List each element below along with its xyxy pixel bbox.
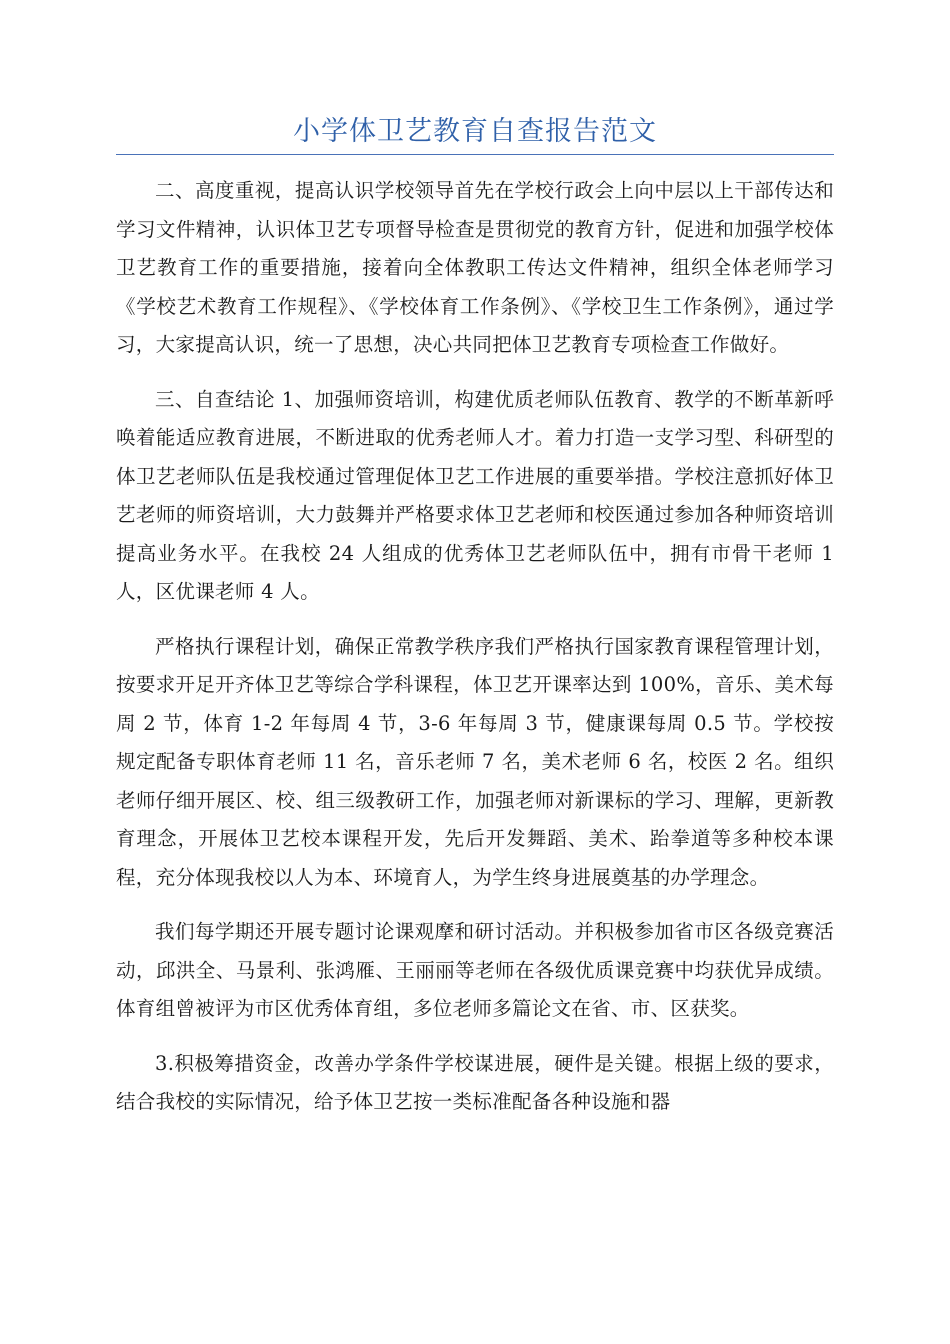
paragraph-5: 3.积极筹措资金，改善办学条件学校谋进展，硬件是关键。根据上级的要求，结合我校的实际情况，给予体卫艺按一类标准配备各种设施和器: [116, 1051, 834, 1113]
document-body: [116, 172, 834, 1138]
title-underline: [116, 154, 834, 155]
paragraph-3: 严格执行课程计划，确保正常教学秩序我们严格执行国家教育课程管理计划，按要求开足开齐体卫艺等综合学科课程，体卫艺开课率达到 100%，音乐、美术每周 2 节，体育 1-2 年每周 4 节，3-6 年每周 3 节，健康课每周 0.5 节。学校按规定配备专职体育老师 11 名，音乐老师 7 名，美术老师 6 名，校医 2 名。组织老师仔细开展区、校、组三级教研工作，加强老师对新课标的学习、理解，更新教育理念，开展体卫艺校本课程开发，先后开发舞蹈、美术、跆拳道等多种校本课程，充分体现我校以人为本、环境育人，为学生终身进展奠基的办学理念。: [116, 634, 834, 889]
document-title: 小学体卫艺教育自查报告范文: [293, 116, 657, 147]
paragraph-2: 三、自查结论 1、加强师资培训，构建优质老师队伍教育、教学的不断革新呼唤着能适应教育进展，不断进取的优秀老师人才。着力打造一支学习型、科研型的体卫艺老师队伍是我校通过管理促体卫艺工作进展的重要举措。学校注意抓好体卫艺老师的师资培训，大力鼓舞并严格要求体卫艺老师和校医通过参加各种师资培训提高业务水平。在我校 24 人组成的优秀体卫艺老师队伍中，拥有市骨干老师 1 人，区优课老师 4 人。: [116, 387, 834, 603]
paragraph-4: 我们每学期还开展专题讨论课观摩和研讨活动。并积极参加省市区各级竞赛活动，邱洪全、马景利、张鸿雁、王丽丽等老师在各级优质课竞赛中均获优异成绩。体育组曾被评为市区优秀体育组，多位老师多篇论文在省、市、区获奖。: [116, 920, 834, 1020]
paragraph-1: 二、高度重视，提高认识学校领导首先在学校行政会上向中层以上干部传达和学习文件精神，认识体卫艺专项督导检查是贯彻党的教育方针，促进和加强学校体卫艺教育工作的重要措施，接着向全体教职工传达文件精神，组织全体老师学习《学校艺术教育工作规程》、《学校体育工作条例》、《学校卫生工作条例》，通过学习，大家提高认识，统一了思想，决心共同把体卫艺教育专项检查工作做好。: [116, 179, 834, 356]
